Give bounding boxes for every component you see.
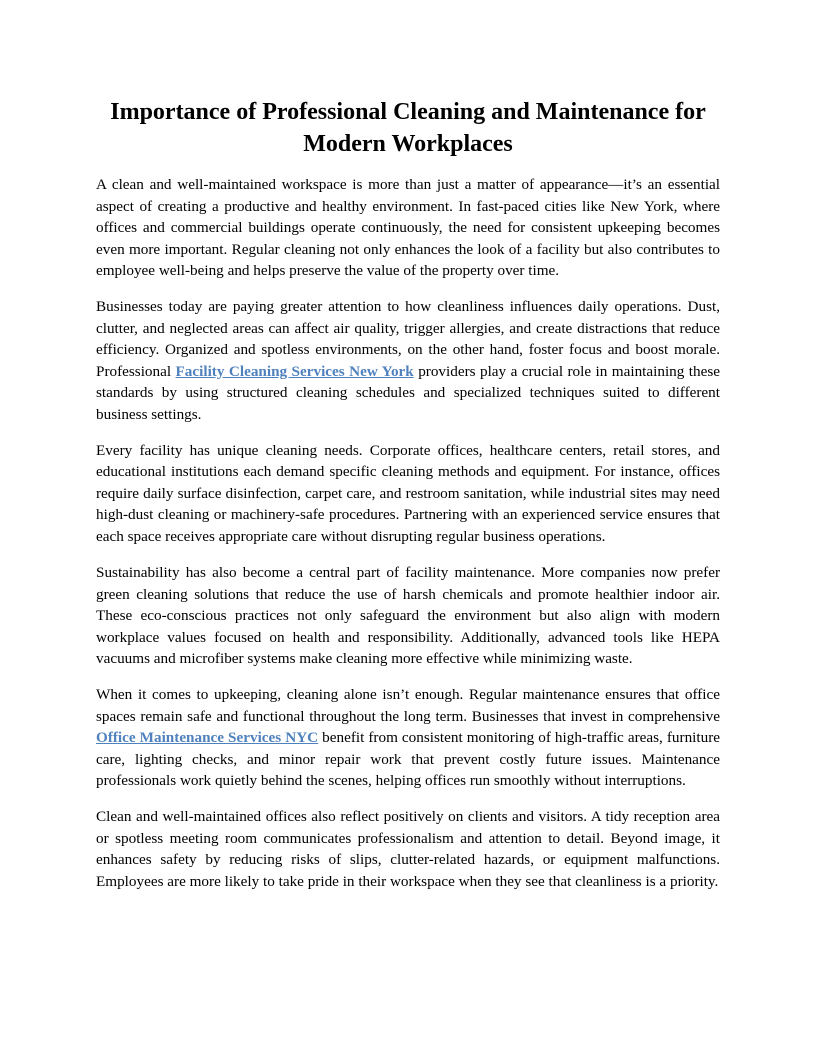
paragraph-2-text-before: Businesses today are paying greater attention to how cleanliness influences daily operations. Dust, clutter, and neglected areas can affect air quality, trigger allergies, and create distractions that reduce efficiency. Organized and spotless environments, on the other hand, foster focus and boost morale. Professional [96,298,720,380]
office-maintenance-services-link[interactable]: Office Maintenance Services NYC [96,729,319,747]
paragraph-5 [96,684,720,792]
document-page [96,96,720,907]
paragraph-6: Clean and well-maintained offices also reflect positively on clients and visitors. A tidy reception area or spotless meeting room communicates professionalism and attention to detail. Beyond image, it enhances safety by reducing risks of slips, clutter-related hazards, or equipment malfunctions. Employees are more likely to take pride in their workspace when they see that cleanliness is a priority. [96,808,720,890]
paragraph-3: Every facility has unique cleaning needs. Corporate offices, healthcare centers, retail stores, and educational institutions each demand specific cleaning methods and equipment. For instance, offices require daily surface disinfection, carpet care, and restroom sanitation, while industrial sites may need high-dust cleaning or machinery-safe procedures. Partnering with an experienced service ensures that each space receives appropriate care without disrupting regular business operations. [96,441,720,545]
paragraph-4: Sustainability has also become a central part of facility maintenance. More companies now prefer green cleaning solutions that reduce the use of harsh chemicals and promote healthier indoor air. These eco-conscious practices not only safeguard the environment but also align with modern workplace values focused on health and responsibility. Additionally, advanced tools like HEPA vacuums and microfiber systems make cleaning more effective while minimizing waste. [96,564,720,668]
paragraph-5-text-after: benefit from consistent monitoring of high-traffic areas, furniture care, lighting checks, and minor repair work that prevent costly future issues. Maintenance professionals work quietly behind the scenes, helping offices run smoothly without interruptions. [96,729,720,790]
paragraph-2 [96,296,720,425]
paragraph-2-text-after: providers play a crucial role in maintaining these standards by using structured cleaning schedules and specialized techniques suited to different business settings. [96,362,720,423]
paragraph-5-text-before: When it comes to upkeeping, cleaning alone isn’t enough. Regular maintenance ensures that office spaces remain safe and functional throughout the long term. Businesses that invest in comprehensive [96,686,720,725]
document-title: Importance of Professional Cleaning and Maintenance for Modern Workplaces [110,99,706,157]
paragraph-1: A clean and well-maintained workspace is more than just a matter of appearance—it’s an essential aspect of creating a productive and healthy environment. In fast-paced cities like New York, where offices and commercial buildings operate continuously, the need for consistent upkeeping becomes even more important. Regular cleaning not only enhances the look of a facility but also contributes to employee well-being and helps preserve the value of the property over time. [96,176,720,279]
facility-cleaning-services-link[interactable]: Facility Cleaning Services New York [175,362,414,380]
